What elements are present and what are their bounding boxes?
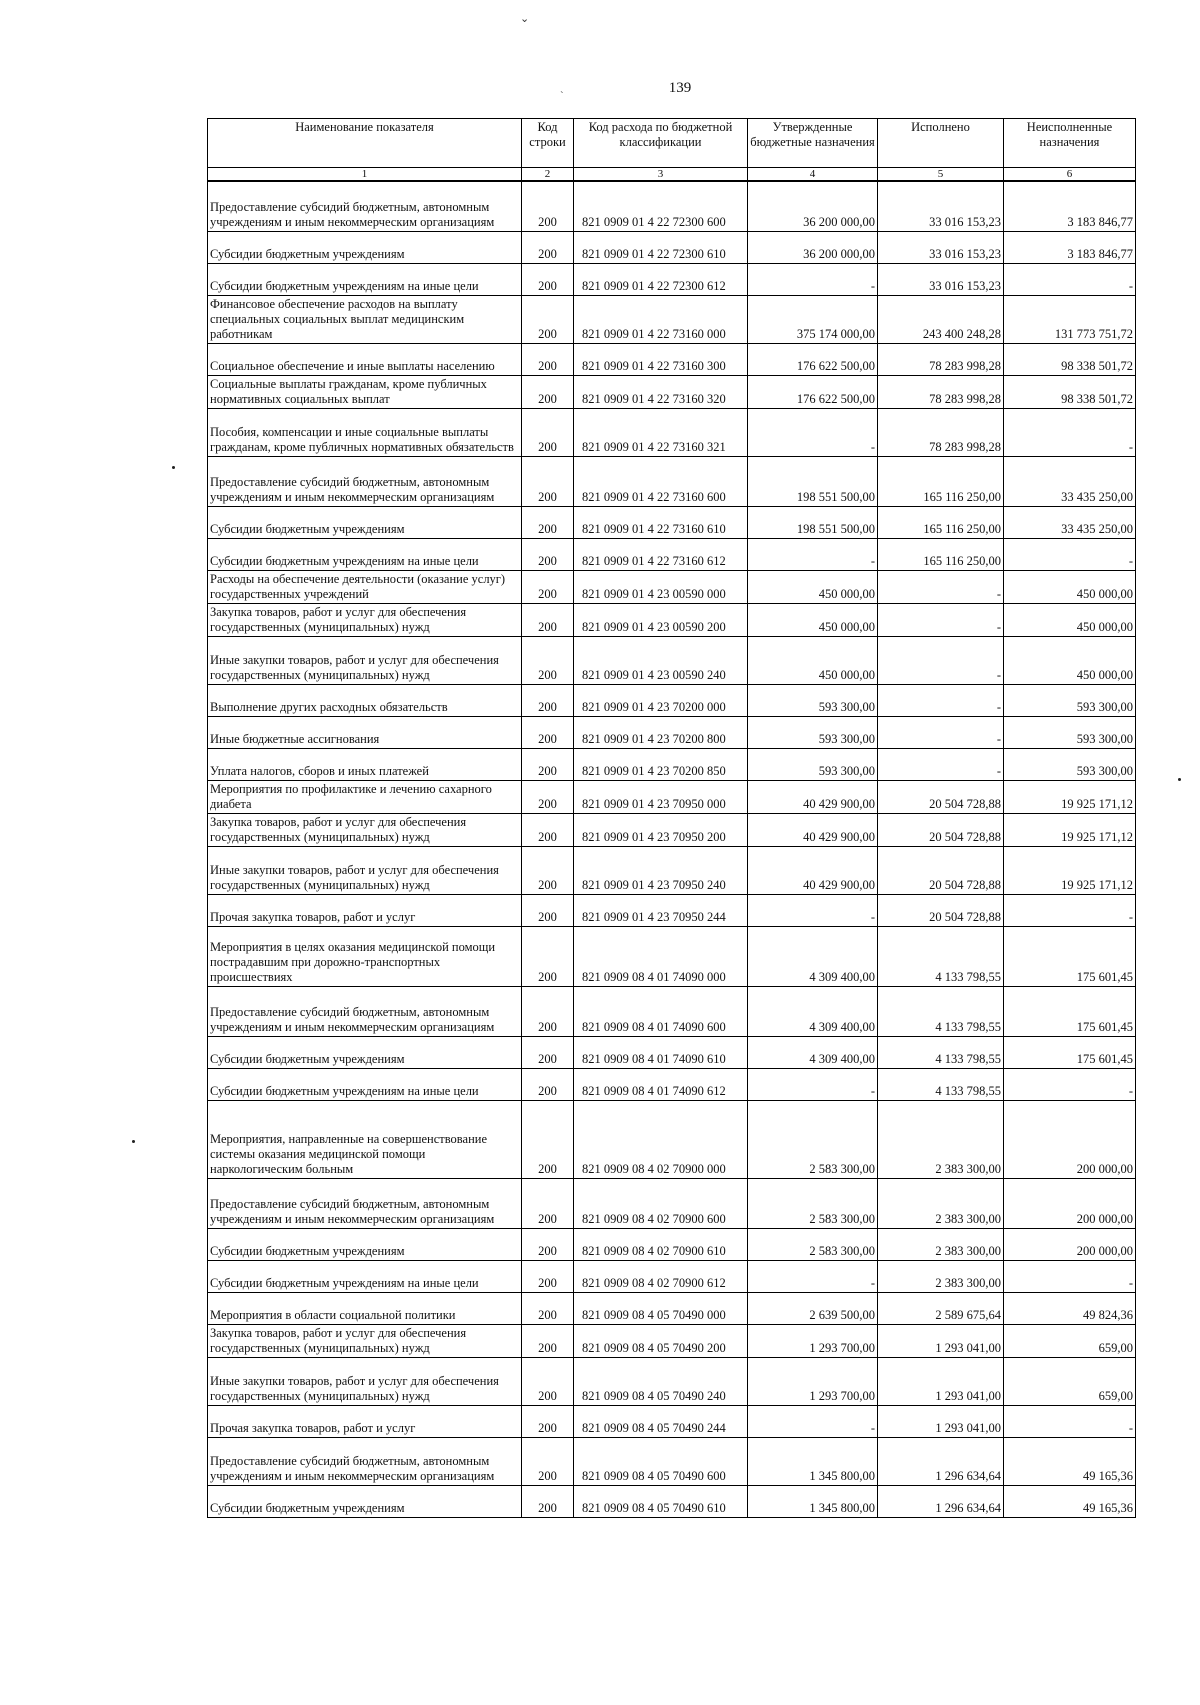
row-name: Субсидии бюджетным учреждениям на иные цели <box>208 1260 522 1292</box>
table-row <box>208 1228 1136 1260</box>
row-executed-amount: 1 293 041,00 <box>878 1324 1004 1357</box>
row-classification-code: 821 0909 01 4 23 70950 240 <box>574 846 748 894</box>
row-executed-amount: 2 383 300,00 <box>878 1178 1004 1228</box>
table-row <box>208 538 1136 570</box>
table-row <box>208 986 1136 1036</box>
row-name: Закупка товаров, работ и услуг для обеспечения государственных (муниципальных) нужд <box>208 813 522 846</box>
row-executed-amount: 243 400 248,28 <box>878 295 1004 343</box>
row-unexecuted-amount: 200 000,00 <box>1004 1100 1136 1178</box>
row-unexecuted-amount: - <box>1004 408 1136 456</box>
row-approved-amount: 40 429 900,00 <box>748 780 878 813</box>
row-classification-code: 821 0909 01 4 23 70200 850 <box>574 748 748 780</box>
row-name: Субсидии бюджетным учреждениям <box>208 1036 522 1068</box>
row-classification-code: 821 0909 08 4 02 70900 612 <box>574 1260 748 1292</box>
scan-mark-top: ⌄ <box>520 13 530 25</box>
row-approved-amount: 36 200 000,00 <box>748 181 878 231</box>
row-classification-code: 821 0909 01 4 22 73160 600 <box>574 456 748 506</box>
row-line-code: 200 <box>522 894 574 926</box>
row-executed-amount: - <box>878 684 1004 716</box>
row-executed-amount: 165 116 250,00 <box>878 456 1004 506</box>
row-unexecuted-amount: 175 601,45 <box>1004 986 1136 1036</box>
row-line-code: 200 <box>522 538 574 570</box>
row-name: Расходы на обеспечение деятельности (оказание услуг) государственных учреждений <box>208 570 522 603</box>
row-executed-amount: 4 133 798,55 <box>878 926 1004 986</box>
row-executed-amount: - <box>878 716 1004 748</box>
row-name: Мероприятия по профилактике и лечению сахарного диабета <box>208 780 522 813</box>
table-row <box>208 1357 1136 1405</box>
row-classification-code: 821 0909 08 4 05 70490 240 <box>574 1357 748 1405</box>
row-unexecuted-amount: - <box>1004 1068 1136 1100</box>
row-unexecuted-amount: 659,00 <box>1004 1324 1136 1357</box>
table-row <box>208 1068 1136 1100</box>
row-unexecuted-amount: 98 338 501,72 <box>1004 343 1136 375</box>
row-line-code: 200 <box>522 263 574 295</box>
row-classification-code: 821 0909 08 4 01 74090 612 <box>574 1068 748 1100</box>
row-executed-amount: 2 383 300,00 <box>878 1228 1004 1260</box>
row-executed-amount: 20 504 728,88 <box>878 846 1004 894</box>
row-line-code: 200 <box>522 780 574 813</box>
row-classification-code: 821 0909 08 4 02 70900 000 <box>574 1100 748 1178</box>
row-line-code: 200 <box>522 456 574 506</box>
table-row <box>208 1405 1136 1437</box>
table-row <box>208 1178 1136 1228</box>
header-approved: Утвержденные бюджетные назначения <box>748 119 878 168</box>
table-row <box>208 716 1136 748</box>
row-executed-amount: 4 133 798,55 <box>878 986 1004 1036</box>
header-row <box>208 119 1136 168</box>
row-approved-amount: 450 000,00 <box>748 603 878 636</box>
row-unexecuted-amount: - <box>1004 263 1136 295</box>
row-approved-amount: 40 429 900,00 <box>748 813 878 846</box>
row-unexecuted-amount: 450 000,00 <box>1004 570 1136 603</box>
row-classification-code: 821 0909 08 4 02 70900 610 <box>574 1228 748 1260</box>
row-line-code: 200 <box>522 716 574 748</box>
row-name: Субсидии бюджетным учреждениям <box>208 506 522 538</box>
row-unexecuted-amount: - <box>1004 1260 1136 1292</box>
row-line-code: 200 <box>522 295 574 343</box>
row-approved-amount: 176 622 500,00 <box>748 343 878 375</box>
scan-dot <box>172 466 175 469</box>
row-classification-code: 821 0909 01 4 23 70950 000 <box>574 780 748 813</box>
row-line-code: 200 <box>522 408 574 456</box>
row-name: Субсидии бюджетным учреждениям <box>208 231 522 263</box>
row-line-code: 200 <box>522 1260 574 1292</box>
row-unexecuted-amount: 200 000,00 <box>1004 1228 1136 1260</box>
table-row <box>208 1324 1136 1357</box>
table-header <box>208 119 1136 182</box>
row-unexecuted-amount: 19 925 171,12 <box>1004 780 1136 813</box>
row-classification-code: 821 0909 01 4 22 73160 612 <box>574 538 748 570</box>
column-number: 3 <box>574 168 748 182</box>
row-name: Иные бюджетные ассигнования <box>208 716 522 748</box>
table-row <box>208 603 1136 636</box>
row-line-code: 200 <box>522 570 574 603</box>
row-approved-amount: 176 622 500,00 <box>748 375 878 408</box>
row-executed-amount: 78 283 998,28 <box>878 343 1004 375</box>
row-name: Субсидии бюджетным учреждениям <box>208 1485 522 1517</box>
row-line-code: 200 <box>522 375 574 408</box>
row-executed-amount: 2 589 675,64 <box>878 1292 1004 1324</box>
row-line-code: 200 <box>522 1485 574 1517</box>
row-classification-code: 821 0909 08 4 05 70490 200 <box>574 1324 748 1357</box>
row-approved-amount: - <box>748 1068 878 1100</box>
row-approved-amount: 375 174 000,00 <box>748 295 878 343</box>
row-executed-amount: 1 296 634,64 <box>878 1485 1004 1517</box>
row-approved-amount: 40 429 900,00 <box>748 846 878 894</box>
table-row <box>208 263 1136 295</box>
row-unexecuted-amount: 49 824,36 <box>1004 1292 1136 1324</box>
row-line-code: 200 <box>522 748 574 780</box>
table-row <box>208 570 1136 603</box>
table-row <box>208 1260 1136 1292</box>
row-line-code: 200 <box>522 1437 574 1485</box>
table-row <box>208 636 1136 684</box>
row-name: Мероприятия в области социальной политики <box>208 1292 522 1324</box>
row-unexecuted-amount: 593 300,00 <box>1004 748 1136 780</box>
column-number: 4 <box>748 168 878 182</box>
row-unexecuted-amount: - <box>1004 1405 1136 1437</box>
row-approved-amount: 4 309 400,00 <box>748 1036 878 1068</box>
row-unexecuted-amount: 19 925 171,12 <box>1004 813 1136 846</box>
row-unexecuted-amount: 450 000,00 <box>1004 603 1136 636</box>
table-row <box>208 846 1136 894</box>
row-name: Иные закупки товаров, работ и услуг для обеспечения государственных (муниципальных) нужд <box>208 846 522 894</box>
row-unexecuted-amount: 131 773 751,72 <box>1004 295 1136 343</box>
table-row <box>208 375 1136 408</box>
row-name: Прочая закупка товаров, работ и услуг <box>208 1405 522 1437</box>
row-classification-code: 821 0909 08 4 05 70490 000 <box>574 1292 748 1324</box>
row-classification-code: 821 0909 01 4 23 70950 244 <box>574 894 748 926</box>
column-number-row <box>208 168 1136 182</box>
row-unexecuted-amount: 49 165,36 <box>1004 1437 1136 1485</box>
row-approved-amount: - <box>748 894 878 926</box>
row-line-code: 200 <box>522 684 574 716</box>
row-unexecuted-amount: - <box>1004 894 1136 926</box>
row-name: Прочая закупка товаров, работ и услуг <box>208 894 522 926</box>
row-unexecuted-amount: 593 300,00 <box>1004 716 1136 748</box>
row-approved-amount: 1 293 700,00 <box>748 1324 878 1357</box>
table-row <box>208 1036 1136 1068</box>
row-name: Закупка товаров, работ и услуг для обеспечения государственных (муниципальных) нужд <box>208 1324 522 1357</box>
row-line-code: 200 <box>522 603 574 636</box>
row-name: Выполнение других расходных обязательств <box>208 684 522 716</box>
row-name: Субсидии бюджетным учреждениям на иные цели <box>208 1068 522 1100</box>
row-executed-amount: 4 133 798,55 <box>878 1036 1004 1068</box>
row-name: Социальные выплаты гражданам, кроме публичных нормативных социальных выплат <box>208 375 522 408</box>
row-classification-code: 821 0909 08 4 02 70900 600 <box>574 1178 748 1228</box>
row-executed-amount: - <box>878 748 1004 780</box>
row-approved-amount: 36 200 000,00 <box>748 231 878 263</box>
table-row <box>208 231 1136 263</box>
row-name: Субсидии бюджетным учреждениям на иные цели <box>208 263 522 295</box>
row-line-code: 200 <box>522 1292 574 1324</box>
row-approved-amount: - <box>748 408 878 456</box>
table-row <box>208 295 1136 343</box>
row-name: Предоставление субсидий бюджетным, автономным учреждениям и иным некоммерческим организациям <box>208 456 522 506</box>
row-approved-amount: 2 639 500,00 <box>748 1292 878 1324</box>
header-executed: Исполнено <box>878 119 1004 168</box>
row-classification-code: 821 0909 01 4 23 70950 200 <box>574 813 748 846</box>
table-row <box>208 813 1136 846</box>
row-classification-code: 821 0909 08 4 01 74090 610 <box>574 1036 748 1068</box>
table-row <box>208 456 1136 506</box>
row-unexecuted-amount: 200 000,00 <box>1004 1178 1136 1228</box>
row-classification-code: 821 0909 01 4 22 73160 000 <box>574 295 748 343</box>
row-executed-amount: 78 283 998,28 <box>878 408 1004 456</box>
row-approved-amount: - <box>748 538 878 570</box>
row-approved-amount: 2 583 300,00 <box>748 1228 878 1260</box>
row-classification-code: 821 0909 01 4 22 73160 610 <box>574 506 748 538</box>
row-approved-amount: 593 300,00 <box>748 716 878 748</box>
row-classification-code: 821 0909 08 4 01 74090 600 <box>574 986 748 1036</box>
row-classification-code: 821 0909 01 4 22 73160 321 <box>574 408 748 456</box>
table-row <box>208 894 1136 926</box>
row-unexecuted-amount: 175 601,45 <box>1004 926 1136 986</box>
budget-execution-table <box>207 118 1136 1518</box>
row-name: Субсидии бюджетным учреждениям <box>208 1228 522 1260</box>
column-number: 1 <box>208 168 522 182</box>
row-executed-amount: 165 116 250,00 <box>878 506 1004 538</box>
table-row <box>208 408 1136 456</box>
row-approved-amount: 4 309 400,00 <box>748 926 878 986</box>
row-classification-code: 821 0909 01 4 23 00590 200 <box>574 603 748 636</box>
row-name: Субсидии бюджетным учреждениям на иные цели <box>208 538 522 570</box>
row-classification-code: 821 0909 01 4 23 70200 000 <box>574 684 748 716</box>
row-executed-amount: - <box>878 603 1004 636</box>
row-line-code: 200 <box>522 846 574 894</box>
row-classification-code: 821 0909 01 4 22 72300 610 <box>574 231 748 263</box>
row-line-code: 200 <box>522 1100 574 1178</box>
row-classification-code: 821 0909 08 4 05 70490 610 <box>574 1485 748 1517</box>
row-classification-code: 821 0909 08 4 01 74090 000 <box>574 926 748 986</box>
row-name: Предоставление субсидий бюджетным, автономным учреждениям и иным некоммерческим организациям <box>208 986 522 1036</box>
row-line-code: 200 <box>522 1036 574 1068</box>
row-unexecuted-amount: 19 925 171,12 <box>1004 846 1136 894</box>
row-name: Мероприятия, направленные на совершенствование системы оказания медицинской помощи наркологическим больным <box>208 1100 522 1178</box>
row-name: Закупка товаров, работ и услуг для обеспечения государственных (муниципальных) нужд <box>208 603 522 636</box>
row-name: Социальное обеспечение и иные выплаты населению <box>208 343 522 375</box>
row-executed-amount: 165 116 250,00 <box>878 538 1004 570</box>
table-row <box>208 1100 1136 1178</box>
scan-mark-mid: ` <box>560 90 564 102</box>
header-classification: Код расхода по бюджетной классификации <box>574 119 748 168</box>
page-number: 139 <box>668 80 692 96</box>
row-approved-amount: 450 000,00 <box>748 570 878 603</box>
row-executed-amount: 33 016 153,23 <box>878 263 1004 295</box>
header-row-code: Код строки <box>522 119 574 168</box>
row-name: Пособия, компенсации и иные социальные выплаты гражданам, кроме публичных нормативных обязательств <box>208 408 522 456</box>
row-classification-code: 821 0909 08 4 05 70490 600 <box>574 1437 748 1485</box>
row-classification-code: 821 0909 01 4 22 73160 300 <box>574 343 748 375</box>
row-approved-amount: 1 293 700,00 <box>748 1357 878 1405</box>
row-unexecuted-amount: 593 300,00 <box>1004 684 1136 716</box>
table-row <box>208 343 1136 375</box>
table-row <box>208 1485 1136 1517</box>
row-line-code: 200 <box>522 231 574 263</box>
row-approved-amount: 2 583 300,00 <box>748 1178 878 1228</box>
row-name: Уплата налогов, сборов и иных платежей <box>208 748 522 780</box>
column-number: 6 <box>1004 168 1136 182</box>
row-executed-amount: 20 504 728,88 <box>878 780 1004 813</box>
row-classification-code: 821 0909 01 4 22 73160 320 <box>574 375 748 408</box>
row-executed-amount: 1 293 041,00 <box>878 1357 1004 1405</box>
table-row <box>208 748 1136 780</box>
row-unexecuted-amount: 98 338 501,72 <box>1004 375 1136 408</box>
row-approved-amount: 198 551 500,00 <box>748 506 878 538</box>
row-line-code: 200 <box>522 1068 574 1100</box>
row-executed-amount: 33 016 153,23 <box>878 181 1004 231</box>
column-number: 2 <box>522 168 574 182</box>
scan-dot <box>132 1140 135 1143</box>
row-approved-amount: - <box>748 1405 878 1437</box>
row-approved-amount: 593 300,00 <box>748 684 878 716</box>
row-approved-amount: - <box>748 1260 878 1292</box>
header-unexecuted: Неисполненные назначения <box>1004 119 1136 168</box>
row-executed-amount: 20 504 728,88 <box>878 894 1004 926</box>
table-row <box>208 1292 1136 1324</box>
row-approved-amount: 593 300,00 <box>748 748 878 780</box>
row-line-code: 200 <box>522 1228 574 1260</box>
table-row <box>208 926 1136 986</box>
row-name: Финансовое обеспечение расходов на выплату специальных социальных выплат медицинским работникам <box>208 295 522 343</box>
row-classification-code: 821 0909 01 4 23 00590 240 <box>574 636 748 684</box>
row-approved-amount: 198 551 500,00 <box>748 456 878 506</box>
row-line-code: 200 <box>522 1405 574 1437</box>
row-line-code: 200 <box>522 181 574 231</box>
row-approved-amount: 4 309 400,00 <box>748 986 878 1036</box>
row-line-code: 200 <box>522 636 574 684</box>
row-line-code: 200 <box>522 986 574 1036</box>
row-line-code: 200 <box>522 343 574 375</box>
table-row <box>208 780 1136 813</box>
table-row <box>208 684 1136 716</box>
row-approved-amount: 2 583 300,00 <box>748 1100 878 1178</box>
row-name: Иные закупки товаров, работ и услуг для обеспечения государственных (муниципальных) нужд <box>208 1357 522 1405</box>
row-name: Мероприятия в целях оказания медицинской помощи пострадавшим при дорожно-транспортных происшествиях <box>208 926 522 986</box>
row-line-code: 200 <box>522 926 574 986</box>
row-line-code: 200 <box>522 1357 574 1405</box>
row-unexecuted-amount: - <box>1004 538 1136 570</box>
table-row <box>208 1437 1136 1485</box>
row-executed-amount: 1 293 041,00 <box>878 1405 1004 1437</box>
row-executed-amount: 1 296 634,64 <box>878 1437 1004 1485</box>
row-executed-amount: 78 283 998,28 <box>878 375 1004 408</box>
row-executed-amount: 20 504 728,88 <box>878 813 1004 846</box>
row-name: Предоставление субсидий бюджетным, автономным учреждениям и иным некоммерческим организациям <box>208 181 522 231</box>
row-classification-code: 821 0909 08 4 05 70490 244 <box>574 1405 748 1437</box>
row-classification-code: 821 0909 01 4 22 72300 600 <box>574 181 748 231</box>
row-line-code: 200 <box>522 1178 574 1228</box>
row-executed-amount: 2 383 300,00 <box>878 1100 1004 1178</box>
row-approved-amount: 1 345 800,00 <box>748 1485 878 1517</box>
row-name: Предоставление субсидий бюджетным, автономным учреждениям и иным некоммерческим организациям <box>208 1178 522 1228</box>
row-unexecuted-amount: 175 601,45 <box>1004 1036 1136 1068</box>
row-executed-amount: 2 383 300,00 <box>878 1260 1004 1292</box>
row-executed-amount: - <box>878 636 1004 684</box>
row-approved-amount: 1 345 800,00 <box>748 1437 878 1485</box>
row-unexecuted-amount: 33 435 250,00 <box>1004 506 1136 538</box>
row-unexecuted-amount: 49 165,36 <box>1004 1485 1136 1517</box>
row-classification-code: 821 0909 01 4 23 70200 800 <box>574 716 748 748</box>
row-executed-amount: 33 016 153,23 <box>878 231 1004 263</box>
row-unexecuted-amount: 3 183 846,77 <box>1004 231 1136 263</box>
row-executed-amount: - <box>878 570 1004 603</box>
row-unexecuted-amount: 450 000,00 <box>1004 636 1136 684</box>
row-approved-amount: 450 000,00 <box>748 636 878 684</box>
table-row <box>208 181 1136 231</box>
row-name: Иные закупки товаров, работ и услуг для обеспечения государственных (муниципальных) нужд <box>208 636 522 684</box>
row-classification-code: 821 0909 01 4 22 72300 612 <box>574 263 748 295</box>
row-unexecuted-amount: 659,00 <box>1004 1357 1136 1405</box>
row-executed-amount: 4 133 798,55 <box>878 1068 1004 1100</box>
row-unexecuted-amount: 3 183 846,77 <box>1004 181 1136 231</box>
row-line-code: 200 <box>522 506 574 538</box>
row-line-code: 200 <box>522 813 574 846</box>
table-row <box>208 506 1136 538</box>
table-body <box>208 181 1136 1517</box>
row-line-code: 200 <box>522 1324 574 1357</box>
scan-dot <box>1178 778 1181 781</box>
header-name: Наименование показателя <box>208 119 522 168</box>
row-unexecuted-amount: 33 435 250,00 <box>1004 456 1136 506</box>
row-approved-amount: - <box>748 263 878 295</box>
column-number: 5 <box>878 168 1004 182</box>
row-classification-code: 821 0909 01 4 23 00590 000 <box>574 570 748 603</box>
row-name: Предоставление субсидий бюджетным, автономным учреждениям и иным некоммерческим организациям <box>208 1437 522 1485</box>
